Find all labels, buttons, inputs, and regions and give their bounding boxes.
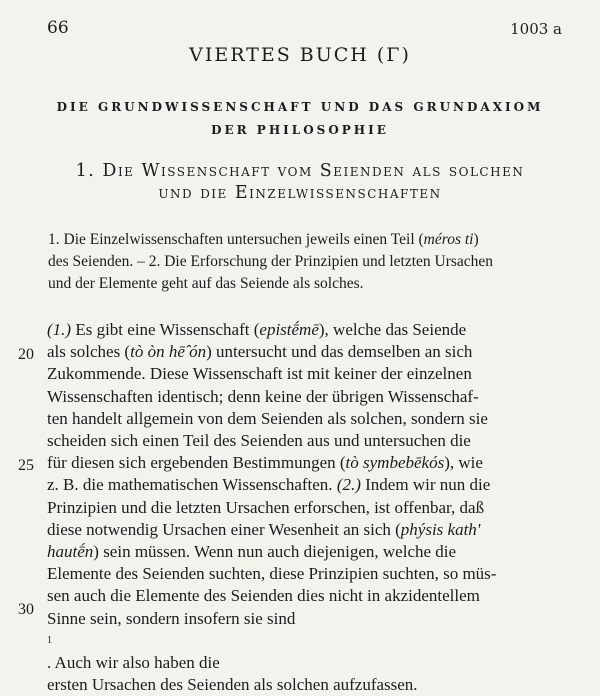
text-line: ersten Ursachen des Seienden als solchen aufzufassen. [47,675,418,695]
footnote-marker: 1 [47,634,52,646]
text-line: Zukommende. Diese Wissenschaft ist mit keiner der einzelnen [47,364,472,384]
subtitle-line: DIE GRUNDWISSENSCHAFT UND DAS GRUNDAXIOM [56,100,544,114]
greek-term: phýsis kath' [400,519,481,539]
summary-line: 1. Die Einzelwissenschaften untersuchen jeweils einen Teil (méros ti) [48,231,479,248]
text-line: (1.) Es gibt eine Wissenschaft (epistḗmē), welche das Seiende [47,320,467,339]
page-number: 66 [47,18,69,38]
subtitle [0,96,600,142]
summary-line: des Seienden. – 2. Die Erforschung der Prinzipien und letzten Ursachen [48,253,494,270]
main-text [47,319,588,696]
line-number: 20 [18,346,34,363]
greek-term: tò òn hē̂ ón [130,342,207,362]
line-number: 30 [18,601,34,618]
text-line: als solches (tò òn hē̂ ón) untersucht und das demselben an sich [47,342,473,362]
chapter-title-line: 1. Die Wissenschaft vom Seienden als solchen [75,161,525,181]
book-title: VIERTES BUCH (Γ) [189,44,411,66]
text-line: Prinzipien und die letzten Ursachen erforschen, ist offenbar, daß [47,497,485,517]
line-number: 25 [18,457,34,474]
section-marker: (1.) [47,320,72,339]
text-line: diese notwendig Ursachen einer Wesenheit an sich (phýsis kath' [47,519,481,539]
chapter-summary [48,229,578,295]
greek-term: hautḗn [47,542,94,562]
chapter-title-line: und die Einzelwissenschaften [158,183,442,203]
chapter-title [0,160,600,204]
text-line: scheiden sich einen Teil des Seienden aus und untersuchen die [47,431,471,451]
text-line: z. B. die mathematischen Wissenschaften. (2.) Indem wir nun die [47,475,491,495]
folio-reference: 1003 a [510,20,562,38]
text-line: Elemente des Seienden suchten, diese Prinzipien suchten, so müs- [47,564,497,584]
summary-line: und der Elemente geht auf das Seiende als solches. [48,275,364,292]
text-line: Wissenschaften identisch; denn keine der übrigen Wissenschaf- [47,386,479,406]
text-line: ten handelt allgemein von dem Seienden als solchen, sondern sie [47,408,488,428]
text-line: für diesen sich ergebenden Bestimmungen (tò symbebēkós), wie [47,453,483,473]
text-line: sen auch die Elemente des Seienden dies nicht in akzidentellem [47,586,480,606]
section-marker: (2.) [336,475,361,495]
subtitle-line: DER PHILOSOPHIE [211,123,389,137]
greek-term: tò symbebēkós [345,453,445,473]
text-line: Sinne sein, sondern insofern sie sind 1 . Auch wir also haben die [47,608,588,675]
greek-term: epistḗmē [259,320,319,339]
text-line: hautḗn) sein müssen. Wenn nun auch diejenigen, welche die [47,542,457,562]
greek-term: méros ti [423,231,474,248]
